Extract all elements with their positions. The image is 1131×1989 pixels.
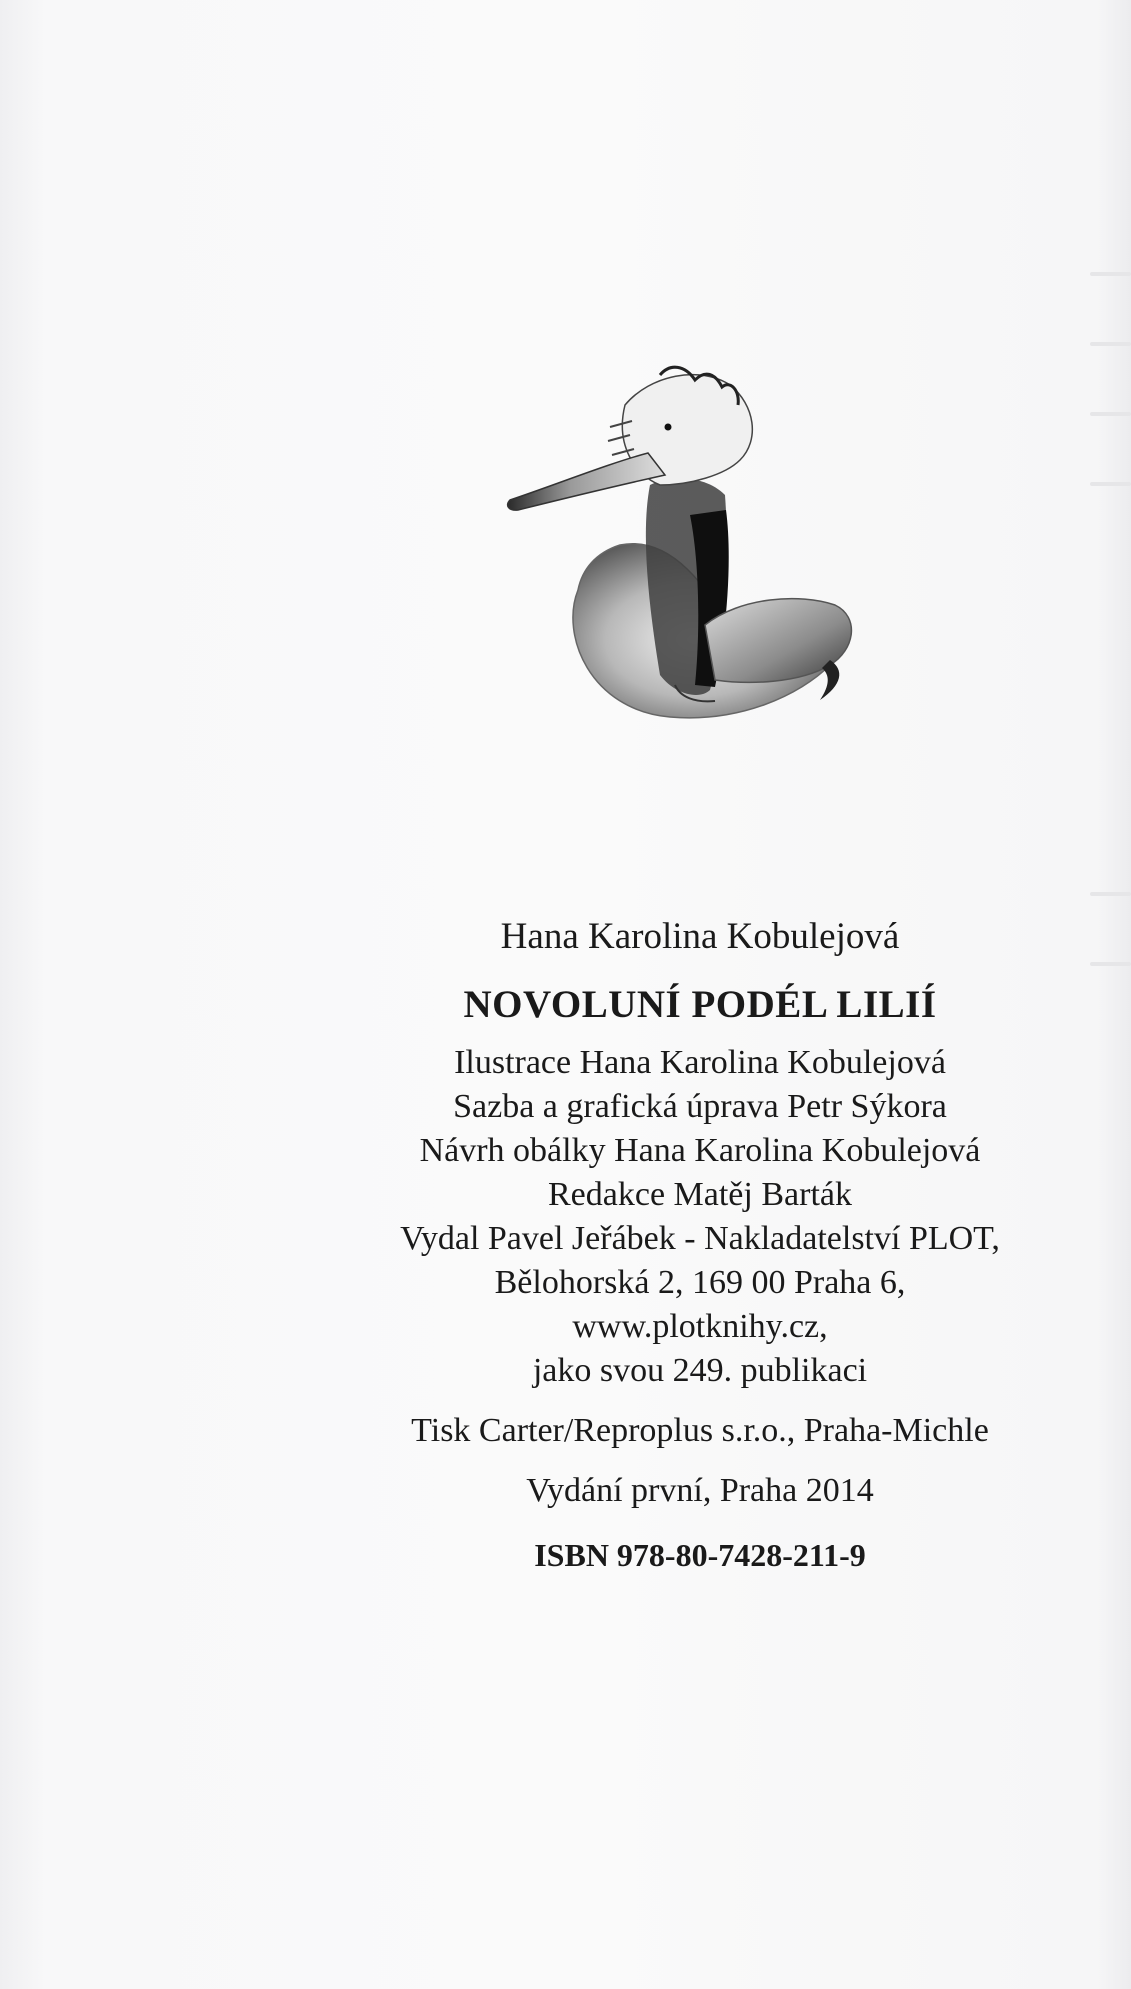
show-through-mark (1090, 272, 1131, 276)
spacer (330, 1453, 1070, 1469)
credit-line: Návrh obálky Hana Karolina Kobulejová (419, 1132, 981, 1169)
author-name: Hana Karolina Kobulejová (500, 916, 900, 957)
credit-line: Redakce Matěj Barták (548, 1176, 852, 1213)
spacer (330, 1513, 1070, 1525)
credit-line: Vydal Pavel Jeřábek - Nakladatelství PLOT, (400, 1220, 1000, 1257)
credit-line: www.plotknihy.cz, (572, 1308, 828, 1345)
credit-line: Sazba a grafická úprava Petr Sýkora (453, 1088, 947, 1125)
show-through-mark (1090, 412, 1131, 416)
edition-line: Vydání první, Praha 2014 (526, 1472, 874, 1509)
show-through-mark (1090, 342, 1131, 346)
credit-line: Ilustrace Hana Karolina Kobulejová (454, 1044, 946, 1081)
bird-illustration-icon (500, 335, 880, 725)
credit-line: Bělohorská 2, 169 00 Praha 6, (494, 1264, 906, 1301)
show-through-mark (1090, 962, 1131, 966)
printer-line: Tisk Carter/Reproplus s.r.o., Praha-Michle (411, 1412, 989, 1449)
colophon (330, 905, 1070, 1585)
spacer (330, 1393, 1070, 1409)
book-title: NOVOLUNÍ PODÉL LILIÍ (463, 983, 937, 1026)
credit-line: jako svou 249. publikaci (532, 1352, 868, 1389)
isbn: ISBN 978-80-7428-211-9 (534, 1537, 866, 1573)
show-through-mark (1090, 892, 1131, 896)
show-through-mark (1090, 482, 1131, 486)
